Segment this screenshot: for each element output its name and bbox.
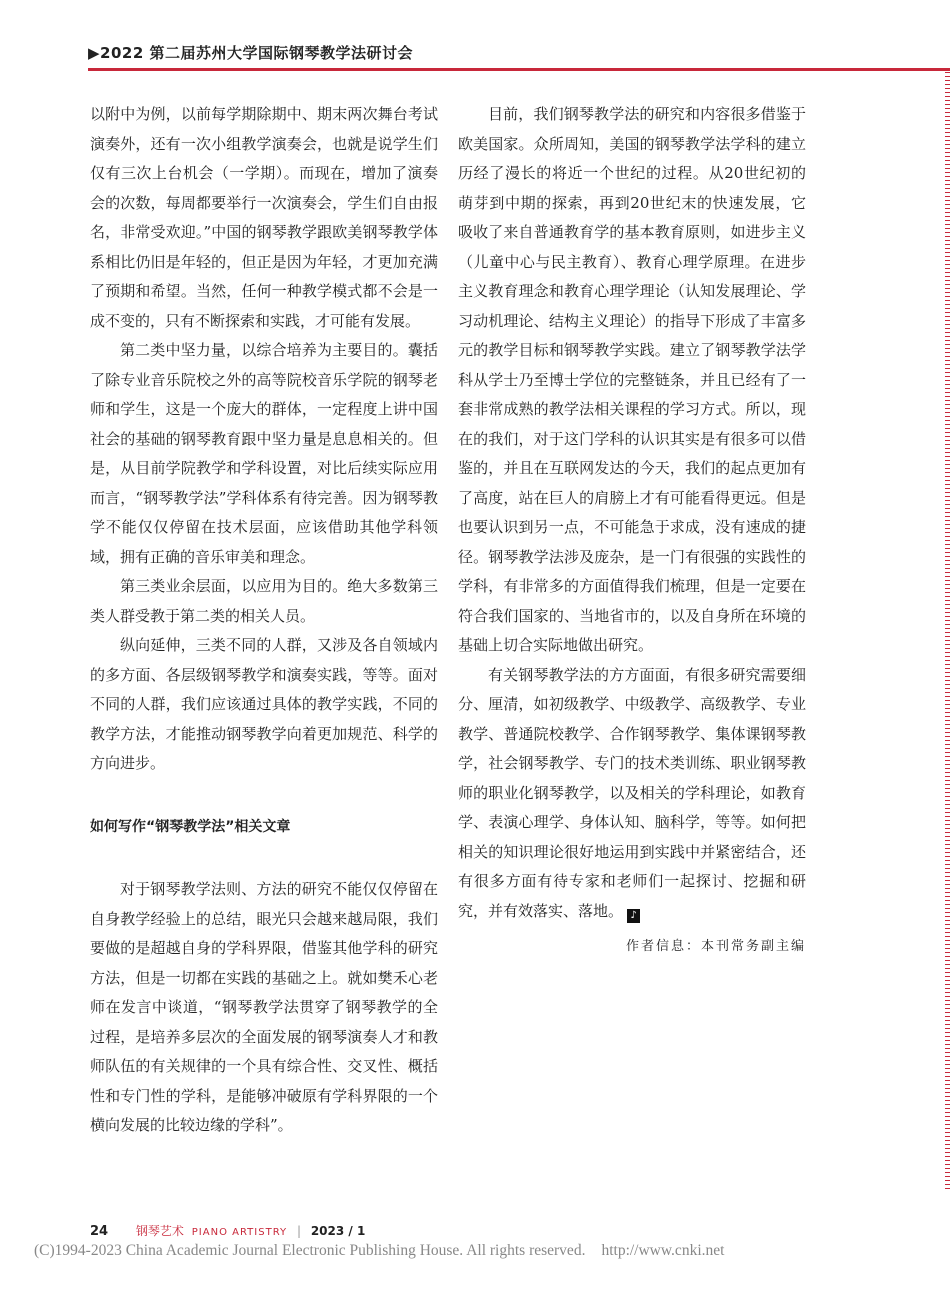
header-title-line [88, 42, 413, 63]
right-paragraph-1: 目前，我们钢琴教学法的研究和内容很多借鉴于欧美国家。众所周知，美国的钢琴教学法学科的建立历经了漫长的将近一个世纪的过程。从20世纪初的萌芽到中期的探索，再到20世纪末的快速发展，它吸收了来自普通教育学的基本教育原则，如进步主义（儿童中心与民主教育）、教育心理学原理。在进步主义教育理念和教育心理学理论（认知发展理论、学习动机理论、结构主义理论）的指导下形成了丰富多元的教学目标和钢琴教学实践。建立了钢琴教学法学科从学士乃至博士学位的完整链条，并且已经有了一套非常成熟的教学法相关课程的学习方式。所以，现在的我们，对于这门学科的认识其实是有很多可以借鉴的，并且在互联网发达的今天，我们的起点更加有了高度，站在巨人的肩膀上才有可能看得更远。但是也要认识到另一点，不可能急于求成，没有速成的捷径。钢琴教学法涉及庞杂，是一门有很强的实践性的学科，有非常多的方面值得我们梳理，但是一定要在符合我们国家的、当地省市的，以及自身所在环境的基础上切合实际地做出研究。 [458, 105, 806, 654]
right-paragraph-2-text: 有关钢琴教学法的方方面面，有很多研究需要细分、厘清，如初级教学、中级教学、高级教学、专业教学、普通院校教学、合作钢琴教学、集体课钢琴教学，社会钢琴教学、专门的技术类训练、职业钢琴教师的职业化钢琴教学，以及相关的学科理论，如教育学、表演心理学、身体认知、脑科学，等等。如何把相关的知识理论很好地运用到实践中并紧密结合，还有很多方面有待专家和老师们一起探讨、挖掘和研究，并有效落实、落地。 [458, 665, 806, 920]
left-paragraph-1: 以附中为例，以前每学期除期中、期末两次舞台考试演奏外，还有一次小组教学演奏会，也就是说学生们仅有三次上台机会（一学期）。而现在，增加了演奏会的次数，每周都要举行一次演奏会，学生们自由报名，非常受欢迎。”中国的钢琴教学跟欧美钢琴教学体系相比仍旧是年轻的，但正是因为年轻，才更加充满了预期和希望。当然，任何一种教学模式都不会是一成不变的，只有不断探索和实践，才可能有发展。 [90, 105, 438, 330]
section-heading: 如何写作“钢琴教学法”相关文章 [90, 818, 291, 835]
magazine-name-en: PIANO ARTISTRY [191, 1227, 288, 1238]
footer-separator: | [296, 1224, 301, 1238]
article-end-icon: ♪ [627, 909, 640, 923]
header-rule [88, 68, 950, 71]
header-title: 2022 第二届苏州大学国际钢琴教学法研讨会 [100, 44, 414, 62]
left-paragraph-4: 纵向延伸，三类不同的人群，又涉及各自领域内的多方面、各层级钢琴教学和演奏实践，等等。面对不同的人群，我们应该通过具体的教学实践，不同的教学方法，才能推动钢琴教学向着更加规范、科学的方向进步。 [90, 636, 438, 772]
copyright-notice: (C)1994-2023 China Academic Journal Electronic Publishing House. All rights reserved. [34, 1242, 586, 1259]
page-footer [90, 1222, 365, 1239]
page-number: 24 [90, 1224, 109, 1239]
copyright-watermark [34, 1242, 724, 1260]
left-paragraph-5: 对于钢琴教学法则、方法的研究不能仅仅停留在自身教学经验上的总结，眼光只会越来越局限，我们要做的是超越自身的学科界限，借鉴其他学科的研究方法，但是一切都在实践的基础之上。就如樊禾心老师在发言中谈道，“钢琴教学法贯穿了钢琴教学的全过程，是培养多层次的全面发展的钢琴演奏人才和教师队伍的有关规律的一个具有综合性、交叉性、概括性和专门性的学科，是能够冲破原有学科界限的一个横向发展的比较边缘的学科”。 [90, 880, 438, 1134]
issue-number: 2023 / 1 [310, 1224, 366, 1238]
left-paragraph-3: 第三类业余层面，以应用为目的。绝大多数第三类人群受教于第二类的相关人员。 [90, 577, 438, 625]
right-paragraph-2 [458, 661, 806, 927]
running-header [88, 38, 950, 70]
header-triangle-icon: ▶ [88, 44, 101, 62]
right-column [458, 100, 806, 962]
copyright-url: http://www.cnki.net [601, 1242, 725, 1259]
left-column [90, 100, 438, 1141]
author-info: 作者信息：本刊常务副主编 [625, 939, 806, 954]
left-paragraph-2: 第二类中坚力量，以综合培养为主要目的。囊括了除专业音乐院校之外的高等院校音乐学院的钢琴老师和学生，这是一个庞大的群体，一定程度上讲中国社会的基础的钢琴教育跟中坚力量是息息相关的。但是，从目前学院教学和学科设置，对比后续实际应用而言，“钢琴教学法”学科体系有待完善。因为钢琴教学不能仅仅停留在技术层面，应该借助其他学科领域，拥有正确的音乐审美和理念。 [90, 341, 438, 566]
decorative-edge-hatch [945, 72, 950, 1192]
magazine-name-cn: 钢琴艺术 [135, 1224, 184, 1238]
